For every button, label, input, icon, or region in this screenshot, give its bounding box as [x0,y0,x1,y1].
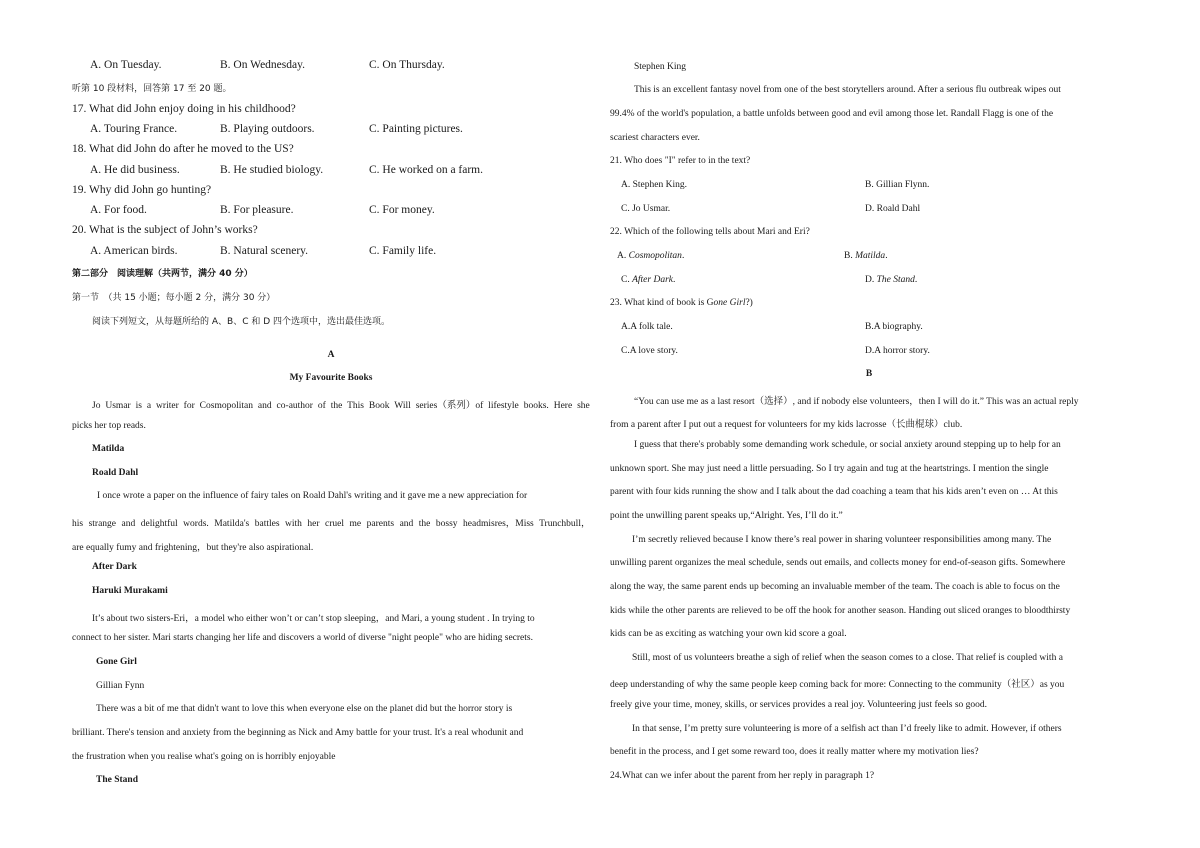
option-b[interactable]: B. For pleasure. [220,204,294,216]
the-stand-line-2: 99.4% of the world's population, a battle unfolds between good and evil among those let. Randall Flagg is one of the [610,109,1054,119]
question-17: 17. What did John enjoy doing in his childhood? [72,103,296,115]
the-stand-line-1: This is an excellent fantasy novel from one of the best storytellers around. After a serious flu outbreak wipes out [634,85,1061,95]
option-a[interactable]: A. On Tuesday. [90,59,162,71]
book-author-king: Stephen King [634,62,686,72]
reading-instructions: 阅读下列短文，从每题所给的 A、B、C 和 D 四个选项中，选出最佳选项。 [92,317,390,327]
pb1-line-2: from a parent after I put out a request for volunteers for my kids lacrosse（长曲棍球）club. [610,420,963,430]
matilda-line-1: I once wrote a paper on the influence of fairy tales on Roald Dahl's writing and it gave me a new appreciation for [97,491,528,501]
question-21: 21. Who does "I" refer to in the text? [610,156,751,166]
option-a[interactable]: A. He did business. [90,164,180,176]
passage-letter-a: A [327,350,335,360]
gone-girl-line-3: the frustration when you realise what's going on is horribly enjoyable [72,752,336,762]
pb4-line-3: freely give your time, money, skills, or services provides a real joy. Volunteering just feels so good. [610,700,988,710]
passage-letter-b: B [865,369,873,379]
option-c[interactable]: C.A love story. [621,346,678,356]
intro-line-1: Jo Usmar is a writer for Cosmopolitan and co-author of the This Book Will series（系列）of lifestyle books. Here she [92,401,590,411]
book-title-gone-girl: Gone Girl [96,657,137,667]
the-stand-line-3: scariest characters ever. [610,133,700,143]
option-a[interactable]: A. For food. [90,204,147,216]
after-dark-line-2: connect to her sister. Mari starts changing her life and discovers a world of diverse "night people" who are hiding secrets. [72,633,533,643]
option-a[interactable]: A. Touring France. [90,123,178,135]
question-20: 20. What is the subject of John’s works? [72,224,258,236]
option-b[interactable]: B. Matilda. [844,251,888,261]
option-c[interactable]: C. After Dark. [621,275,676,285]
option-b[interactable]: B.A biography. [865,322,923,332]
pb3-line-4: kids while the other parents are relieved to be off the hook for another season. Handing out sliced oranges to bloodthirsty [610,606,1071,616]
after-dark-line-1: It’s about two sisters-Eri，a model who either won’t or can’t stop sleeping，and Mari, a young student . In trying to [92,614,535,624]
option-a[interactable]: A.A folk tale. [621,322,673,332]
question-22: 22. Which of the following tells about Mari and Eri? [610,227,810,237]
option-a[interactable]: A. American birds. [90,245,178,257]
gone-girl-line-2: brilliant. There's tension and anxiety from the beginning as Nick and Amy battle for your trust. It's a real whodunit and [72,728,524,738]
pb3-line-2: unwilling parent organizes the meal schedule, sends out emails, and collects money for end-of-season gifts. Somewhere [610,558,1066,568]
option-b[interactable]: B. Gillian Flynn. [865,180,930,190]
matilda-line-2: his strange and delightful words. Matilda's battles with her cruel me parents and the bossy headmisres，Miss Trunchbull， [72,519,591,529]
question-18: 18. What did John do after he moved to the US? [72,143,294,155]
gone-girl-line-1: There was a bit of me that didn't want to love this when everyone else on the planet did but the horror story is [96,704,513,714]
option-d[interactable]: D. The Stand. [865,275,918,285]
question-19: 19. Why did John go hunting? [72,184,212,196]
listening-instruction: 听第 10 段材料，回答第 17 至 20 题。 [72,84,232,94]
option-c[interactable]: C. Jo Usmar. [621,204,671,214]
pb2-line-4: point the unwilling parent speaks up,“Alright. Yes, I’ll do it.” [610,511,843,521]
book-title-after-dark: After Dark [92,562,137,572]
option-a[interactable]: A. Stephen King. [621,180,687,190]
option-c[interactable]: C. Family life. [369,245,437,257]
pb3-line-3: along the way, the same parent ends up becoming an invaluable member of the team. The coach is able to focus on the [610,582,1060,592]
passage-title: My Favourite Books [289,373,373,383]
question-23: 23. What kind of book is Gone Girl?) [610,298,753,308]
book-author-murakami: Haruki Murakami [92,586,168,596]
pb3-line-1: I’m secretly relieved because I know there’s real power in sharing volunteer responsibilities among many. The [632,535,1052,545]
option-c[interactable]: C. For money. [369,204,435,216]
book-title-the-stand: The Stand [96,775,138,785]
book-title-matilda: Matilda [92,444,125,454]
option-c[interactable]: C. Painting pictures. [369,123,463,135]
option-b[interactable]: B. Natural scenery. [220,245,309,257]
pb5-line-1: In that sense, I’m pretty sure volunteering is more of a selfish act than I’d freely like to admit. However, if others [632,724,1062,734]
option-b[interactable]: B. Playing outdoors. [220,123,315,135]
matilda-line-3: are equally fumy and frightening，but they're also aspirational. [72,543,314,553]
pb5-line-2: benefit in the process, and I get some reward too, does it really matter where my motivation lies? [610,747,979,757]
question-24: 24.What can we infer about the parent from her reply in paragraph 1? [610,771,875,781]
book-author-flynn: Gillian Fynn [96,681,145,691]
pb2-line-3: parent with four kids running the show and I talk about the dad coaching a team that his kids aren’t even on … At this [610,487,1058,497]
option-d[interactable]: D.A horror story. [865,346,930,356]
book-author-dahl: Roald Dahl [92,468,139,478]
option-b[interactable]: B. On Wednesday. [220,59,305,71]
section-one-heading: 第一节 （共 15 小题；每小题 2 分，满分 30 分） [72,293,276,303]
option-c[interactable]: C. On Thursday. [369,59,445,71]
pb4-line-2: deep understanding of why the same people keep coming back for more: Connecting to the community（社区）as you [610,680,1065,690]
option-a[interactable]: A. Cosmopolitan. [617,251,685,261]
option-c[interactable]: C. He worked on a farm. [369,164,484,176]
intro-line-2: picks her top reads. [72,421,146,431]
pb1-line-1: “You can use me as a last resort（选择）, and if nobody else volunteers，then I will do it.” This was an actual reply [634,397,1079,407]
pb4-line-1: Still, most of us volunteers breathe a sigh of relief when the season comes to a close. That relief is coupled with a [632,653,1063,663]
option-d[interactable]: D. Roald Dahl [865,204,921,214]
part-two-heading: 第二部分 阅读理解（共两节，满分 40 分） [72,269,253,279]
option-b[interactable]: B. He studied biology. [220,164,324,176]
pb3-line-5: kids can be as exciting as watching your own kid score a goal. [610,629,847,639]
pb2-line-1: I guess that there's probably some demanding work schedule, or social anxiety around stepping up to help for an [634,440,1061,450]
pb2-line-2: unknown sport. She may just need a little persuading. So I try again and tug at the heartstrings. I mention the single [610,464,1049,474]
